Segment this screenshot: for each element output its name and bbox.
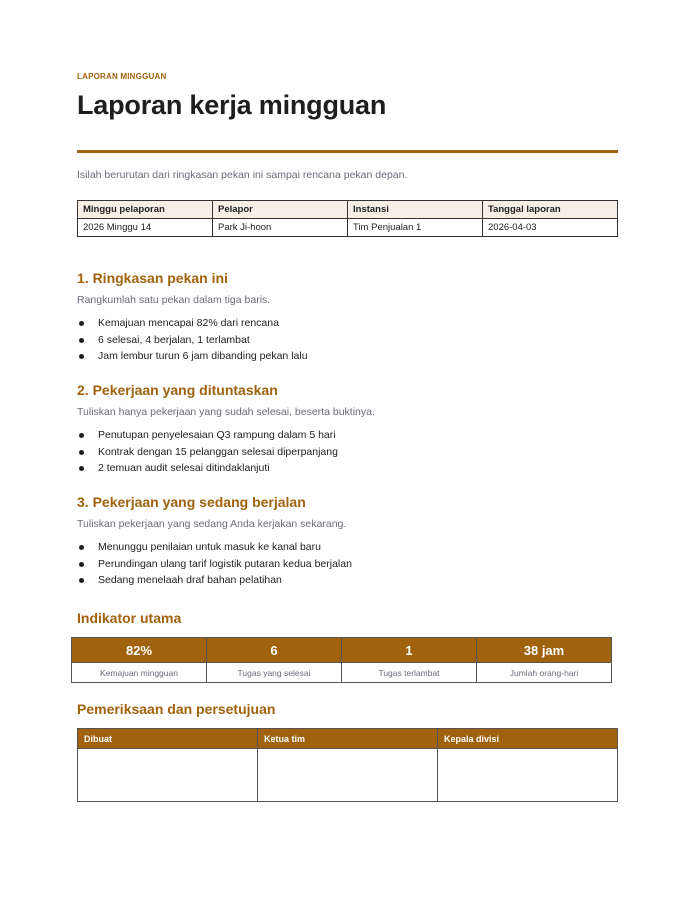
signature-box-division-head[interactable] <box>438 749 618 802</box>
bullet-list <box>77 427 618 477</box>
list-item[interactable]: Jam lembur turun 6 jam dibanding pekan lalu <box>77 348 618 365</box>
section-title: 2. Pekerjaan yang dituntaskan <box>77 382 278 398</box>
kpi-value-person-days: 38 jam <box>477 638 612 663</box>
approval-section-title: Pemeriksaan dan persetujuan <box>77 701 276 717</box>
approval-header-division-head: Kepala divisi <box>438 729 618 749</box>
kpi-value-row <box>72 638 612 663</box>
meta-header-unit: Instansi <box>348 201 483 219</box>
bullet-list <box>77 539 618 589</box>
meta-value-date[interactable]: 2026-04-03 <box>483 219 618 237</box>
document-category: LAPORAN MINGGUAN <box>77 72 167 81</box>
approval-table <box>77 728 618 802</box>
meta-header-reporter: Pelapor <box>213 201 348 219</box>
kpi-label-completed: Tugas yang selesai <box>207 663 342 683</box>
signature-box-created[interactable] <box>78 749 258 802</box>
kpi-table <box>71 637 612 683</box>
list-item[interactable]: Kontrak dengan 15 pelanggan selesai diperpanjang <box>77 444 618 461</box>
list-item[interactable]: Kemajuan mencapai 82% dari rencana <box>77 315 618 332</box>
section-title: 3. Pekerjaan yang sedang berjalan <box>77 494 306 510</box>
section-hint: Tuliskan hanya pekerjaan yang sudah selesai, beserta buktinya. <box>77 406 375 418</box>
section-title: 1. Ringkasan pekan ini <box>77 270 228 286</box>
kpi-value-progress: 82% <box>72 638 207 663</box>
list-item[interactable]: Perundingan ulang tarif logistik putaran kedua berjalan <box>77 556 618 573</box>
approval-header-team-lead: Ketua tim <box>258 729 438 749</box>
section-hint: Tuliskan pekerjaan yang sedang Anda kerjakan sekarang. <box>77 518 347 530</box>
section-in-progress <box>77 494 618 589</box>
list-item[interactable]: Sedang menelaah draf bahan pelatihan <box>77 572 618 589</box>
bullet-list <box>77 315 618 365</box>
meta-header-row <box>78 201 618 219</box>
meta-header-date: Tanggal laporan <box>483 201 618 219</box>
list-item[interactable]: Menunggu penilaian untuk masuk ke kanal baru <box>77 539 618 556</box>
list-item[interactable]: 2 temuan audit selesai ditindaklanjuti <box>77 460 618 477</box>
kpi-label-progress: Kemajuan mingguan <box>72 663 207 683</box>
meta-value-row <box>78 219 618 237</box>
approval-signature-row <box>78 749 618 802</box>
meta-value-week[interactable]: 2026 Minggu 14 <box>78 219 213 237</box>
meta-value-reporter[interactable]: Park Ji-hoon <box>213 219 348 237</box>
list-item[interactable]: 6 selesai, 4 berjalan, 1 terlambat <box>77 332 618 349</box>
report-meta-table <box>77 200 618 237</box>
intro-text: Isilah berurutan dari ringkasan pekan ini sampai rencana pekan depan. <box>77 169 408 181</box>
list-item[interactable]: Penutupan penyelesaian Q3 rampung dalam 5 hari <box>77 427 618 444</box>
kpi-section-title: Indikator utama <box>77 610 182 626</box>
approval-header-row <box>78 729 618 749</box>
kpi-label-row <box>72 663 612 683</box>
section-summary <box>77 270 618 365</box>
meta-header-week: Minggu pelaporan <box>78 201 213 219</box>
kpi-label-late: Tugas terlambat <box>342 663 477 683</box>
meta-value-unit[interactable]: Tim Penjualan 1 <box>348 219 483 237</box>
kpi-value-late: 1 <box>342 638 477 663</box>
page-title: Laporan kerja mingguan <box>77 90 387 120</box>
signature-box-team-lead[interactable] <box>258 749 438 802</box>
kpi-label-person-days: Jumlah orang-hari <box>477 663 612 683</box>
kpi-value-completed: 6 <box>207 638 342 663</box>
approval-header-created: Dibuat <box>78 729 258 749</box>
section-hint: Rangkumlah satu pekan dalam tiga baris. <box>77 294 271 306</box>
section-completed <box>77 382 618 477</box>
title-divider <box>77 150 618 153</box>
